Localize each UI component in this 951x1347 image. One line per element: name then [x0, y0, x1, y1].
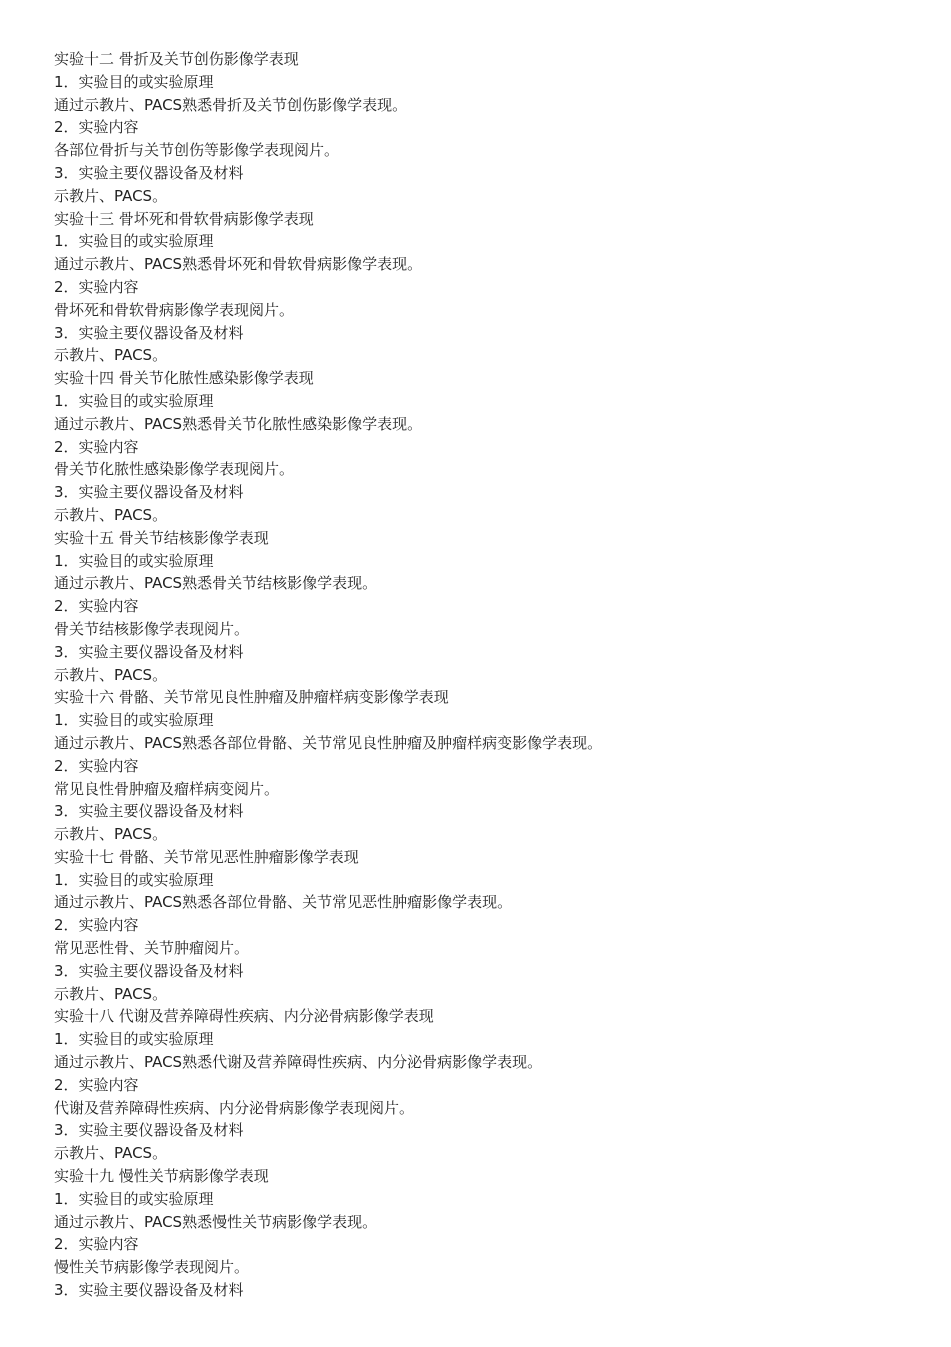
paragraph: 示教片、PACS。: [54, 984, 168, 1003]
subheading: 2．实验内容: [54, 1075, 139, 1094]
paragraph: 示教片、PACS。: [54, 665, 168, 684]
section-heading: 实验十四 骨关节化脓性感染影像学表现: [54, 369, 314, 388]
section-heading: 实验十八 代谢及营养障碍性疾病、内分泌骨病影像学表现: [54, 1007, 434, 1026]
subheading: 3．实验主要仪器设备及材料: [54, 1281, 244, 1300]
subheading: 2．实验内容: [54, 1235, 139, 1254]
section-heading: 实验十七 骨骼、关节常见恶性肿瘤影像学表现: [54, 847, 359, 866]
subheading: 1．实验目的或实验原理: [54, 232, 214, 251]
subheading: 3．实验主要仪器设备及材料: [54, 163, 244, 182]
paragraph: 示教片、PACS。: [54, 346, 168, 365]
section-heading: 实验十五 骨关节结核影像学表现: [54, 528, 269, 547]
paragraph: 慢性关节病影像学表现阅片。: [54, 1258, 250, 1277]
subheading: 1．实验目的或实验原理: [54, 870, 214, 889]
paragraph: 代谢及营养障碍性疾病、内分泌骨病影像学表现阅片。: [54, 1098, 415, 1117]
subheading: 2．实验内容: [54, 277, 139, 296]
document-body: [54, 48, 914, 1302]
paragraph: 常见良性骨肿瘤及瘤样病变阅片。: [54, 779, 280, 798]
section-heading: 实验十三 骨坏死和骨软骨病影像学表现: [54, 209, 314, 228]
paragraph: 通过示教片、PACS熟悉各部位骨骼、关节常见恶性肿瘤影像学表现。: [54, 893, 513, 912]
subheading: 3．实验主要仪器设备及材料: [54, 961, 244, 980]
section-heading: 实验十九 慢性关节病影像学表现: [54, 1167, 269, 1186]
subheading: 2．实验内容: [54, 118, 139, 137]
paragraph: 示教片、PACS。: [54, 1144, 168, 1163]
paragraph: 示教片、PACS。: [54, 825, 168, 844]
paragraph: 通过示教片、PACS熟悉各部位骨骼、关节常见良性肿瘤及肿瘤样病变影像学表现。: [54, 733, 603, 752]
paragraph: 骨坏死和骨软骨病影像学表现阅片。: [54, 300, 295, 319]
paragraph: 通过示教片、PACS熟悉骨坏死和骨软骨病影像学表现。: [54, 255, 423, 274]
section-heading: 实验十二 骨折及关节创伤影像学表现: [54, 50, 299, 68]
subheading: 1．实验目的或实验原理: [54, 551, 214, 570]
paragraph: 通过示教片、PACS熟悉慢性关节病影像学表现。: [54, 1212, 378, 1231]
subheading: 3．实验主要仪器设备及材料: [54, 483, 244, 502]
paragraph: 骨关节结核影像学表现阅片。: [54, 619, 250, 638]
subheading: 1．实验目的或实验原理: [54, 1189, 214, 1208]
subheading: 3．实验主要仪器设备及材料: [54, 1121, 244, 1140]
subheading: 1．实验目的或实验原理: [54, 391, 214, 410]
subheading: 2．实验内容: [54, 437, 139, 456]
paragraph: 常见恶性骨、关节肿瘤阅片。: [54, 939, 250, 958]
paragraph: 骨关节化脓性感染影像学表现阅片。: [54, 460, 295, 479]
subheading: 3．实验主要仪器设备及材料: [54, 642, 244, 661]
subheading: 2．实验内容: [54, 756, 139, 775]
section-heading: 实验十六 骨骼、关节常见良性肿瘤及肿瘤样病变影像学表现: [54, 688, 449, 707]
subheading: 1．实验目的或实验原理: [54, 72, 214, 91]
paragraph: 各部位骨折与关节创伤等影像学表现阅片。: [54, 141, 340, 160]
subheading: 2．实验内容: [54, 597, 139, 616]
paragraph: 通过示教片、PACS熟悉骨关节结核影像学表现。: [54, 574, 378, 593]
subheading: 2．实验内容: [54, 916, 139, 935]
paragraph: 示教片、PACS。: [54, 505, 168, 524]
paragraph: 示教片、PACS。: [54, 186, 168, 205]
paragraph: 通过示教片、PACS熟悉骨关节化脓性感染影像学表现。: [54, 414, 423, 433]
paragraph: 通过示教片、PACS熟悉骨折及关节创伤影像学表现。: [54, 95, 408, 114]
subheading: 1．实验目的或实验原理: [54, 711, 214, 730]
subheading: 1．实验目的或实验原理: [54, 1030, 214, 1049]
paragraph: 通过示教片、PACS熟悉代谢及营养障碍性疾病、内分泌骨病影像学表现。: [54, 1053, 543, 1072]
subheading: 3．实验主要仪器设备及材料: [54, 802, 244, 821]
subheading: 3．实验主要仪器设备及材料: [54, 323, 244, 342]
